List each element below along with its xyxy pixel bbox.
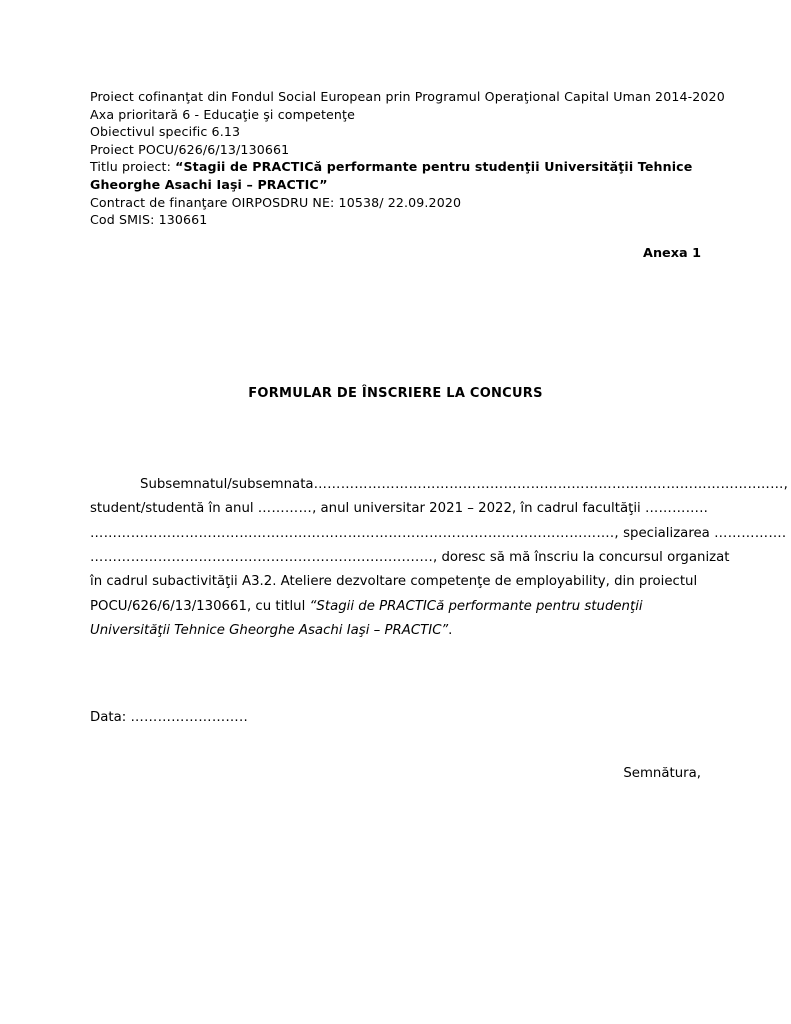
fill-in-blank[interactable]: ………… xyxy=(257,501,313,517)
form-body-text: “Stagii de PRACTICă performante pentru studenţii xyxy=(309,598,643,614)
form-body-line xyxy=(90,595,701,619)
header-line-project-code: Proiect POCU/626/6/13/130661 xyxy=(90,141,290,157)
date-dots: …………………….. xyxy=(130,709,248,725)
form-body-line xyxy=(90,619,701,643)
form-body-text: , anul universitar 2021 – 2022, în cadrul facultăţii xyxy=(312,501,645,517)
form-body xyxy=(90,473,789,644)
form-body-text: POCU/626/6/13/130661, cu titlul xyxy=(90,598,310,614)
header-line-project-title xyxy=(90,158,701,193)
project-header-block xyxy=(90,88,725,229)
fill-in-blank[interactable]: ………….. xyxy=(644,501,709,517)
document-content xyxy=(90,88,789,786)
header-line-contract: Contract de finanţare OIRPOSDRU NE: 10538/ 22.09.2020 xyxy=(90,194,462,210)
form-body-line xyxy=(90,497,709,521)
header-line-objective: Obiectivul specific 6.13 xyxy=(90,124,241,140)
fill-in-blank[interactable]: ……………. xyxy=(714,525,787,541)
project-title-value: “Stagii de PRACTICă performante pentru studenţii Universităţii Tehnice Gheorghe Asachi Iaşi – PRACTIC” xyxy=(90,159,693,192)
form-body-line xyxy=(90,546,730,570)
date-row xyxy=(90,706,701,730)
signature-label: Semnătura, xyxy=(623,765,701,781)
form-body-text: specializarea xyxy=(618,525,715,541)
form-body-line xyxy=(90,473,789,497)
fill-in-blank[interactable]: ……………………………………………………………………………………..……, xyxy=(313,476,789,492)
date-label: Data: xyxy=(90,709,131,725)
fill-in-blank[interactable]: ……………………………….…………….….................... xyxy=(90,549,433,565)
fill-in-blank[interactable]: …………………………………………………………………………….………………………., xyxy=(90,525,619,541)
form-body-text: Subsemnatul/subsemnata xyxy=(140,476,314,492)
form-body-text: , doresc să mă înscriu la concursul organizat xyxy=(432,549,730,565)
form-body-text: . xyxy=(448,623,453,639)
form-body-paragraph xyxy=(90,473,789,644)
form-body-text: student/studentă în anul xyxy=(90,501,258,517)
form-body-text: Universităţii Tehnice Gheorghe Asachi Iaşi – PRACTIC” xyxy=(90,623,449,639)
form-body-line xyxy=(90,522,787,546)
annex-label: Anexa 1 xyxy=(643,245,701,261)
header-line-axis: Axa prioritară 6 - Educaţie şi competenţe xyxy=(90,106,355,122)
header-line-funding: Proiect cofinanţat din Fondul Social European prin Programul Operaţional Capital Uman 2014-2020 xyxy=(90,89,725,104)
form-title: FORMULAR DE ÎNSCRIERE LA CONCURS xyxy=(248,385,543,401)
header-line-smis: Cod SMIS: 130661 xyxy=(90,212,208,228)
form-body-line xyxy=(90,570,701,594)
project-title-label: Titlu proiect: xyxy=(90,159,176,175)
form-body-text: în cadrul subactivităţii A3.2. Ateliere dezvoltare competenţe de employability, din proiectul xyxy=(90,574,698,590)
